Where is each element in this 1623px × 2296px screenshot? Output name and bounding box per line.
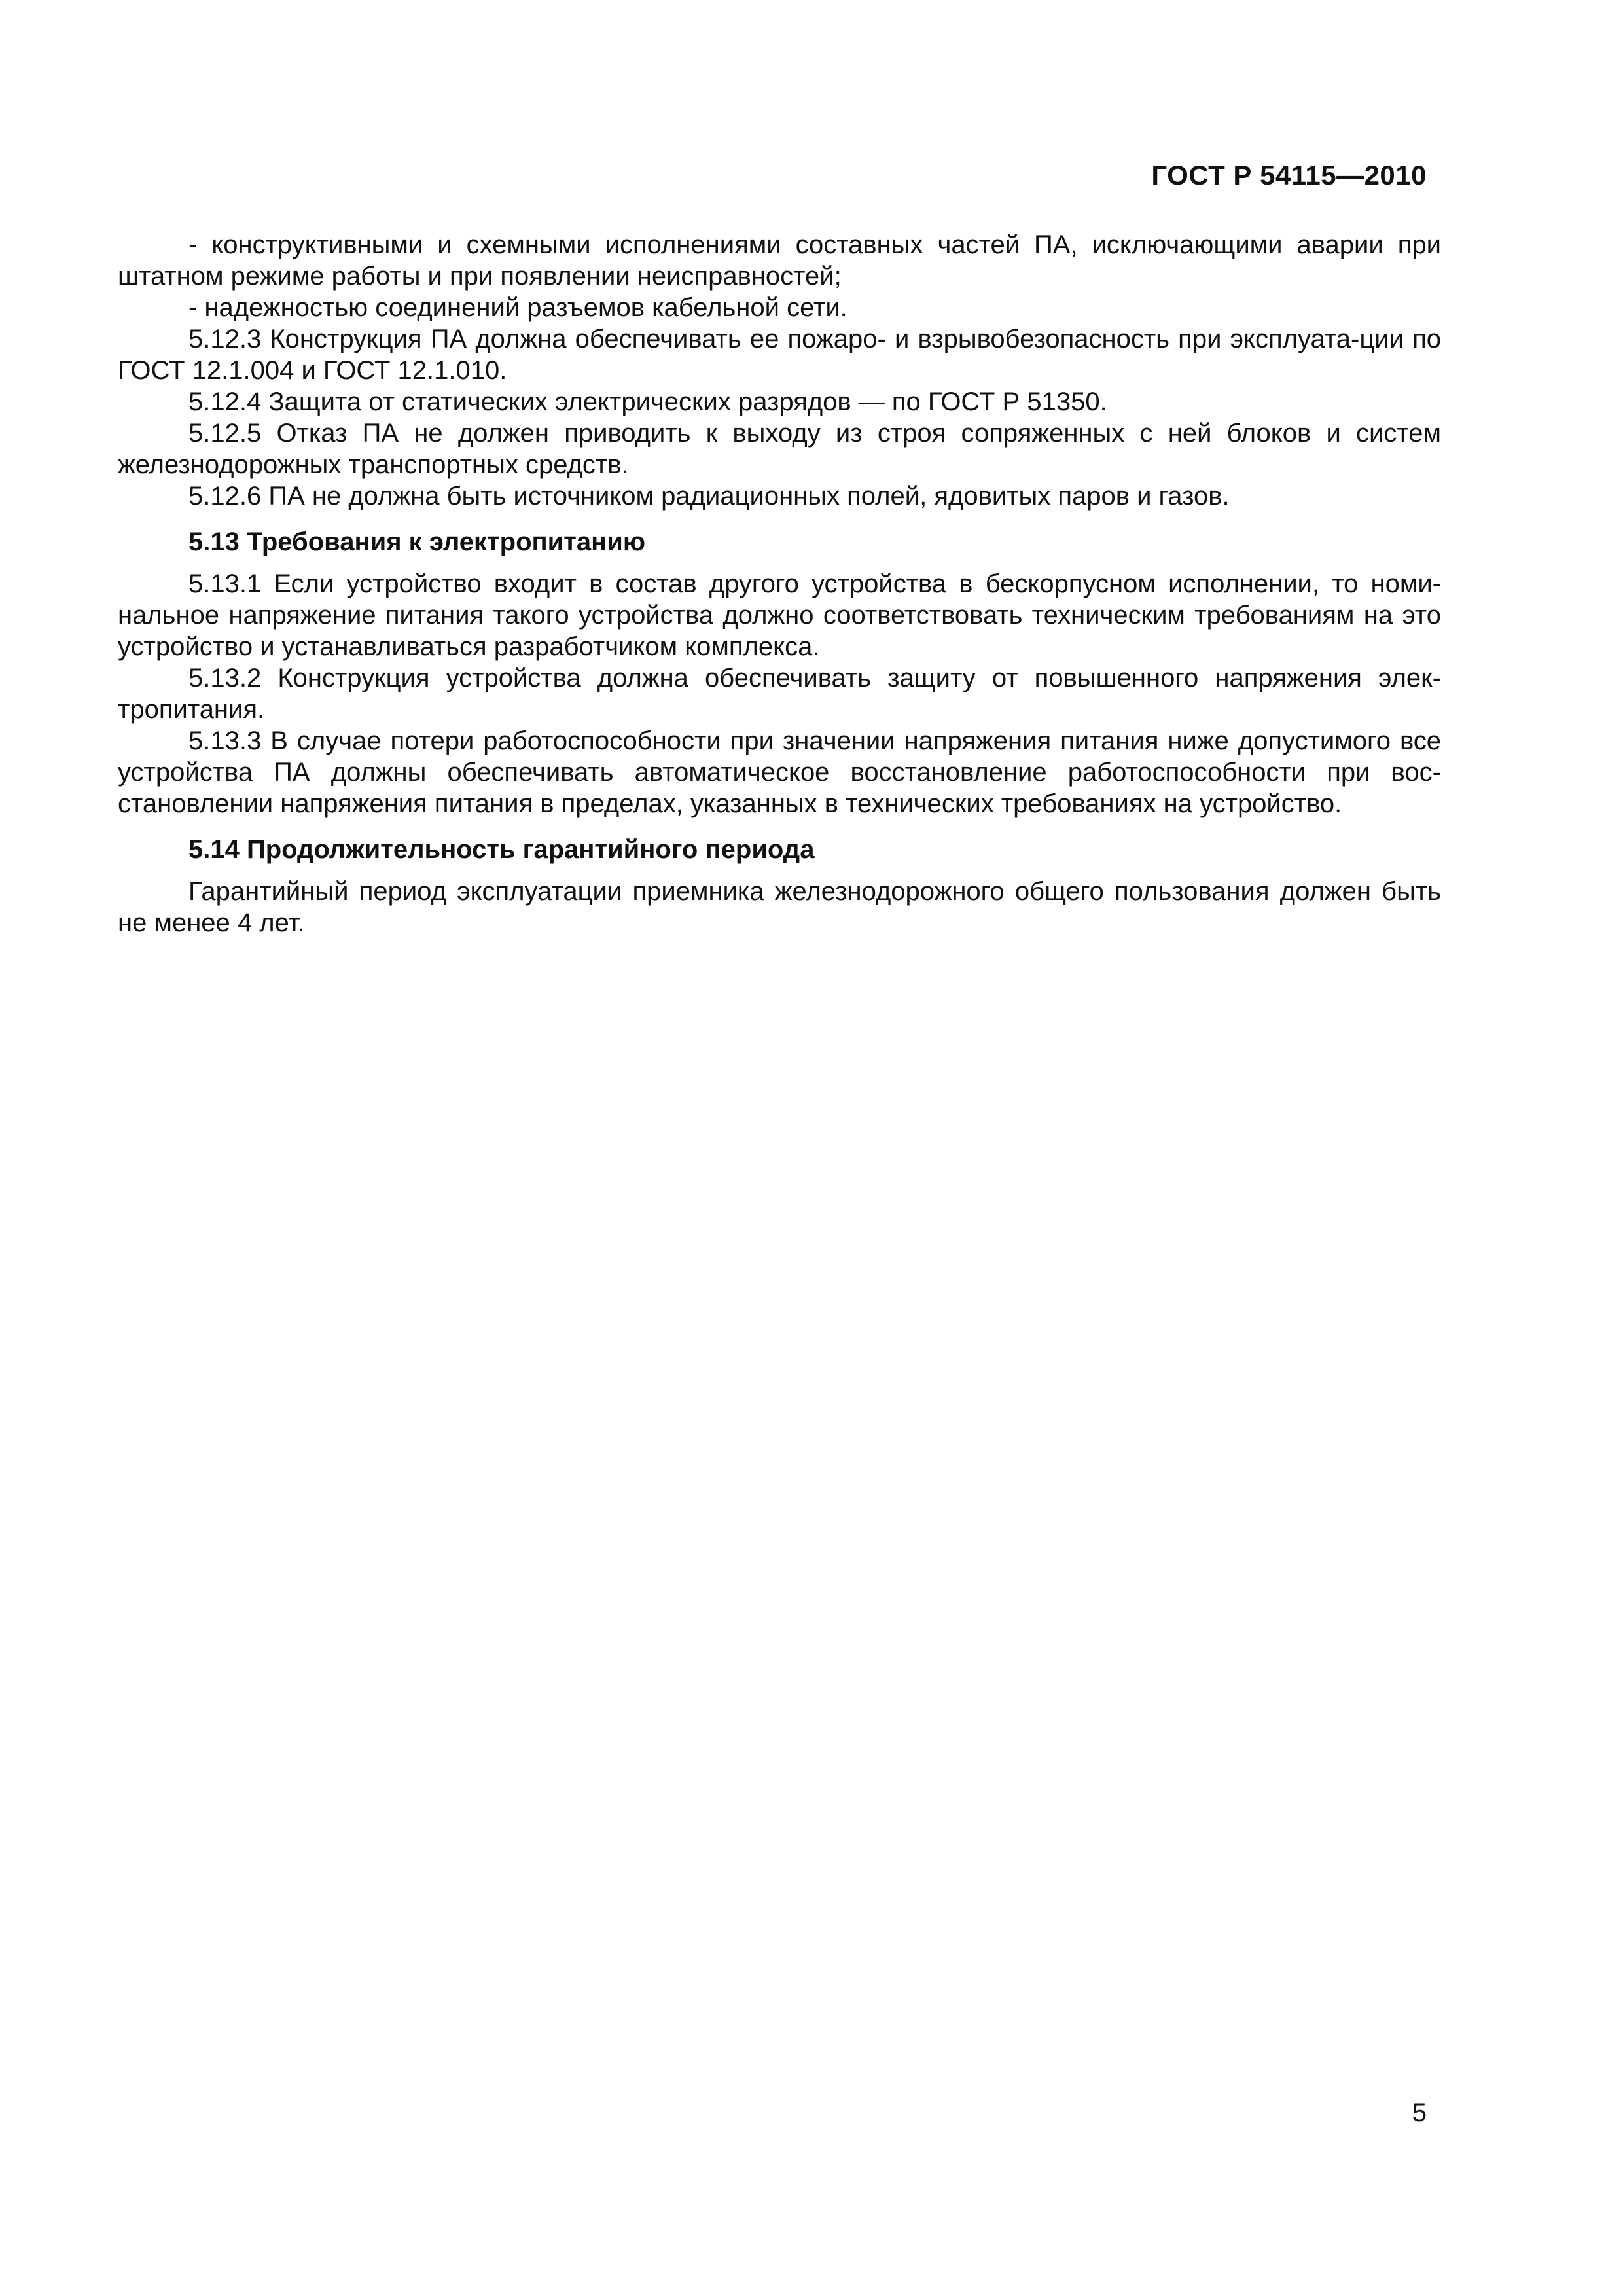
document-body: [118, 229, 1441, 939]
paragraph-5-13-3: 5.13.3 В случае потери работоспособности при значении напряжения питания ниже допустимого все устройства ПА должны обеспечивать автоматическое восстановление работоспособности при вос-становлении напряжения питания в пределах, указанных в технических требованиях на устройство.: [118, 726, 1441, 818]
paragraph-5-12-3: 5.12.3 Конструкция ПА должна обеспечивать ее пожаро- и взрывобезопасность при эксплуата-ции по ГОСТ 12.1.004 и ГОСТ 12.1.010.: [118, 325, 1441, 385]
paragraph-5-14-text: Гарантийный период эксплуатации приемника железнодорожного общего пользования должен быть не менее 4 лет.: [118, 877, 1441, 937]
paragraph-5-12-4: 5.12.4 Защита от статических электрических разрядов — по ГОСТ Р 51350.: [188, 387, 1107, 416]
paragraph-5-12-6: 5.12.6 ПА не должна быть источником радиационных полей, ядовитых паров и газов.: [188, 482, 1230, 511]
paragraph-5-13-2: 5.13.2 Конструкция устройства должна обеспечивать защиту от повышенного напряжения элек-тропитания.: [118, 664, 1441, 724]
document-standard-id: ГОСТ Р 54115—2010: [1151, 160, 1427, 190]
paragraph-list-item-2: - надежностью соединений разъемов кабельной сети.: [188, 293, 847, 322]
paragraph-5-12-5: 5.12.5 Отказ ПА не должен приводить к выходу из строя сопряженных с ней блоков и систем железнодорожных транспортных средств.: [118, 419, 1441, 479]
section-heading-5-13: 5.13 Требования к электропитанию: [188, 528, 646, 556]
paragraph-list-item-1: - конструктивными и схемными исполнениями составных частей ПА, исключающими аварии при штатном режиме работы и при появлении неисправностей;: [118, 230, 1441, 291]
section-heading-5-14: 5.14 Продолжительность гарантийного периода: [188, 835, 815, 864]
page-number: 5: [1412, 2098, 1427, 2127]
paragraph-5-13-1: 5.13.1 Если устройство входит в состав другого устройства в бескорпусном исполнении, то номи-нальное напряжение питания такого устройства должно соответствовать техническим требованиям на это устройство и устанавливаться разработчиком комплекса.: [118, 569, 1441, 661]
